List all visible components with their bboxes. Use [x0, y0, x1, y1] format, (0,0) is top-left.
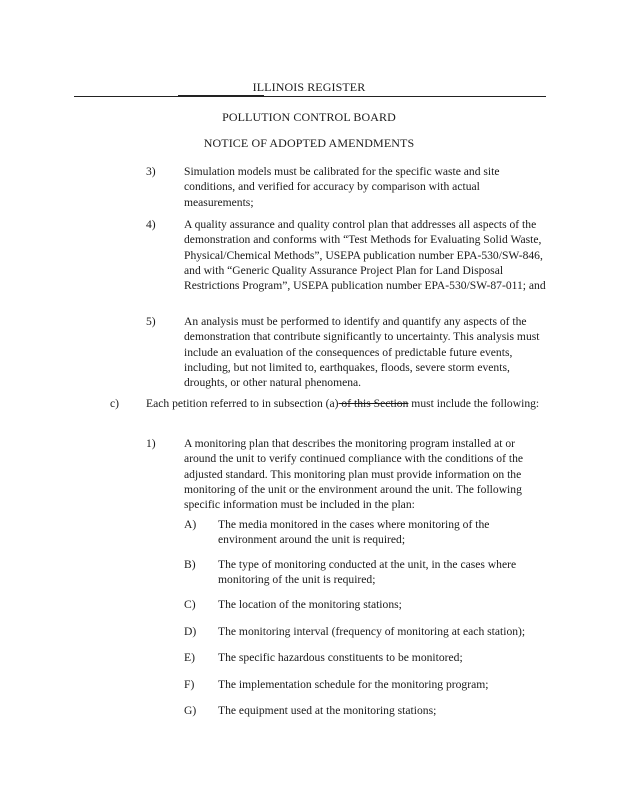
- item-3-number: 3): [146, 165, 156, 178]
- item-A-letter: A): [184, 518, 197, 531]
- item-C-letter: C): [184, 598, 196, 611]
- item-4-number: 4): [146, 218, 156, 231]
- register-title: ILLINOIS REGISTER: [252, 80, 366, 94]
- item-A-text: The media monitored in the cases where monitoring of the environment around the unit is required;: [218, 518, 490, 547]
- item-3-text: Simulation models must be calibrated for the specific waste and site conditions, and verified for accuracy by comparison with actual measurements;: [184, 165, 500, 209]
- item-c1-text: A monitoring plan that describes the monitoring program installed at or around the unit to verify continued compliance with the conditions of the adjusted standard. This monitoring plan must provide information on the monitoring of the unit or the environment around the unit. The following specific information must be included in the plan:: [184, 437, 524, 512]
- item-B-text: The type of monitoring conducted at the unit, in the cases where monitoring of the unit is required;: [218, 558, 517, 587]
- subsection-c-text-post: must include the following:: [408, 397, 540, 410]
- item-G-text: The equipment used at the monitoring stations;: [218, 704, 437, 717]
- item-D-letter: D): [184, 625, 197, 638]
- item-F-text: The implementation schedule for the monitoring program;: [218, 678, 489, 691]
- item-5-text: An analysis must be performed to identify and quantify any aspects of the demonstration that contribute significantly to uncertainty. This analysis must include an evaluation of the consequences of predictable future events, including, but not limited to, earthquakes, floods, severe storm events, droughts, or other natural phenomena.: [184, 315, 540, 390]
- header-rule: [74, 96, 546, 97]
- subsection-c-text-pre: Each petition referred to in subsection (a): [146, 397, 339, 410]
- notice-title: NOTICE OF ADOPTED AMENDMENTS: [203, 136, 415, 150]
- struck-text: of this Section: [338, 397, 409, 410]
- item-F-letter: F): [184, 678, 195, 691]
- subsection-c-text: [146, 396, 546, 411]
- item-E-letter: E): [184, 651, 195, 664]
- subsection-c-number: c): [110, 397, 120, 410]
- item-5-number: 5): [146, 315, 156, 328]
- board-title: POLLUTION CONTROL BOARD: [222, 110, 396, 124]
- item-E-text: The specific hazardous constituents to be monitored;: [218, 651, 463, 664]
- item-G-letter: G): [184, 704, 197, 717]
- item-D-text: The monitoring interval (frequency of monitoring at each station);: [218, 625, 526, 638]
- item-4-text: A quality assurance and quality control plan that addresses all aspects of the demonstration and conforms with “Test Methods for Evaluating Solid Waste, Physical/Chemical Methods”, USEPA publication number EPA-530/SW-846, and with “Generic Quality Assurance Project Plan for Land Disposal Restrictions Program”, USEPA publication number EPA-530/SW-87-011; and: [184, 218, 546, 293]
- item-c1-number: 1): [146, 437, 156, 450]
- item-B-letter: B): [184, 558, 196, 571]
- item-C-text: The location of the monitoring stations;: [218, 598, 402, 611]
